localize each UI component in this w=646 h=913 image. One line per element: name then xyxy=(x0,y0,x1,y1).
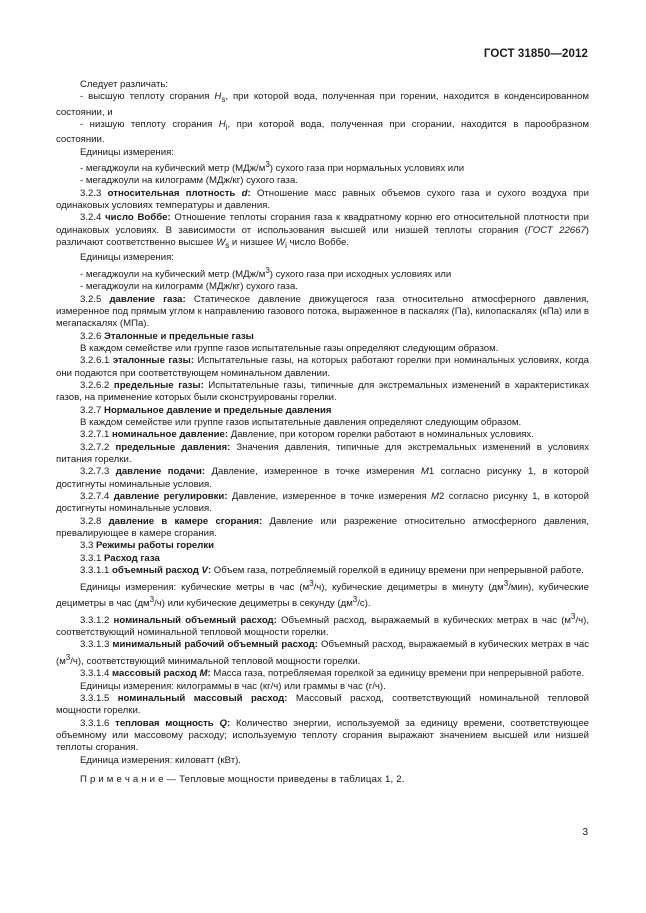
clause-3-3-1-5: 3.3.1.5 номинальный массовый расход: Массовый расход, соответствующий номинальной тепловой мощности горелки. xyxy=(56,693,590,717)
clause-3-2-6-heading: 3.2.6 Эталонные и предельные газы xyxy=(80,330,254,342)
paragraph: Единицы измерения: килограммы в час (кг/ч) или граммы в час (г/ч). xyxy=(80,680,386,692)
clause-3-2-7-4: 3.2.7.4 давление регулировки: Давление, измеренное в точке измерения M2 согласно рисунку 1, в которой достигнуты номинальные условия. xyxy=(56,491,589,515)
paragraph: - низшую теплоту сгорания $H_i$, при которой вода, полученная при сгорании, находится в парообразном состоянии. xyxy=(56,118,589,146)
paragraph: - высшую теплоту сгорания $H_s$, при которой вода, полученная при горении, находится в конденсированном состоянии, и xyxy=(56,91,589,118)
clause-3-2-4: 3.2.4 число Воббе: Отношение теплоты сгорания газа к квадратному корню его относительной плотности при одинаковых условиях. В зависимости от использования высшей или низшей теплоты сгорания (ГОСТ 22667) различают соответственно высшее $W_s$ и низшее $W_i$ число Воббе. xyxy=(56,212,589,251)
paragraph: Единицы измерения: кубические метры в час $(м^3/ч)$, кубические дециметры в минуту $(дм^3/мин)$, кубические дециметры в час $(дм^3/ч)$ или кубические дециметры в секунду $(дм^3/с)$. xyxy=(56,578,589,610)
paragraph: Единицы измерения: xyxy=(80,252,174,264)
document-body xyxy=(56,79,589,786)
paragraph: - мегаджоули на килограмм (МДж/кг) сухого газа. xyxy=(80,281,298,293)
document-header: ГОСТ 31850—2012 xyxy=(483,48,588,60)
clause-3-2-7-heading: 3.2.7 Нормальное давление и предельные давления xyxy=(80,404,332,416)
clause-3-3-1-heading: 3.3.1 Расход газа xyxy=(80,552,160,564)
clause-3-2-6-2: 3.2.6.2 предельные газы: Испытательные газы, типичные для экстремальных изменений в характеристиках газов, на применение которых были сконструированы горелки. xyxy=(56,380,589,404)
paragraph: Следует различать: xyxy=(80,79,169,90)
clause-3-2-8: 3.2.8 давление в камере сгорания: Давление или разрежение относительно атмосферного давления, превалирующее в камере сгорания. xyxy=(56,515,589,540)
clause-3-3-1-6: 3.3.1.6 тепловая мощность Q: Количество энергии, используемой за единицу времени, соответствующее объемному или массовому расходу; используемую теплоту сгорания выражают значением высшей или низшей теплоты сгорания. xyxy=(56,717,590,754)
clause-3-3-1-4: 3.3.1.4 массовый расход M: Масса газа, потребляемая горелкой за единицу времени при непрерывной работе. xyxy=(80,668,585,680)
page-number: 3 xyxy=(582,827,588,838)
paragraph: В каждом семействе или группе газов испытательные газы определяют следующим образом. xyxy=(80,342,499,354)
paragraph: Единица измерения: киловатт (кВт). xyxy=(80,754,241,766)
clause-3-3-1-1: 3.3.1.1 объемный расход V: Объем газа, потребляемый горелкой в единицу времени при непрерывной работе. xyxy=(80,565,584,577)
paragraph: - мегаджоули на кубический метр $(МДж/м^3)$ сухого газа при нормальных условиях или xyxy=(80,159,465,175)
clause-3-3-1-2: 3.3.1.2 номинальный объемный расход: Объемный расход, выражаемый в кубических метрах в час $(м^3/ч)$, соответствующий номинальной тепловой мощности горелки. xyxy=(56,611,589,639)
clause-3-2-7-1: 3.2.7.1 номинальное давление: Давление, при котором горелки работают в номинальных условиях. xyxy=(80,429,534,441)
clause-3-2-7-2: 3.2.7.2 предельные давления: Значения давления, типичные для экстремальных изменений в условиях питания горелки. xyxy=(56,441,589,466)
clause-3-3-heading: 3.3 Режимы работы горелки xyxy=(80,540,215,552)
clause-3-2-7-3: 3.2.7.3 давление подачи: Давление, измеренное в точке измерения M1 согласно рисунку 1, в которой достигнуты номинальные условия. xyxy=(56,466,589,490)
paragraph: Единицы измерения: xyxy=(80,146,174,158)
paragraph: - мегаджоули на кубический метр $(МДж/м^3)$ сухого газа при исходных условиях или xyxy=(80,265,452,280)
paragraph: В каждом семействе или группе газов испытательные давления определяют следующим образом. xyxy=(80,417,522,429)
note: П р и м е ч а н и е — Тепловые мощности приведены в таблицах 1, 2. xyxy=(80,774,405,786)
paragraph: - мегаджоули на килограмм (МДж/кг) сухого газа. xyxy=(80,175,298,187)
clause-3-3-1-3: 3.3.1.3 минимальный рабочий объемный расход: Объемный расход, выражаемый в кубических метрах в час $(м^3/ч)$, соответствующий минимальной тепловой мощности горелки. xyxy=(56,639,589,667)
clause-3-2-6-1: 3.2.6.1 эталонные газы: Испытательные газы, на которых работают горелки при номинальных условиях, когда они подаются при соответствующем номинальном давлении. xyxy=(56,355,589,379)
clause-3-2-3: 3.2.3 относительная плотность d: Отношение масс равных объемов сухого газа и сухого воздуха при одинаковых условиях температуры и давления. xyxy=(56,187,589,212)
clause-3-2-5: 3.2.5 давление газа: Статическое давление движущегося газа относительно атмосферного давления, измеренное под прямым углом к направлению газового потока, выраженное в паскалях (Па), килопаскалях (кПа) или в мегапаскалях (МПа). xyxy=(56,293,589,330)
